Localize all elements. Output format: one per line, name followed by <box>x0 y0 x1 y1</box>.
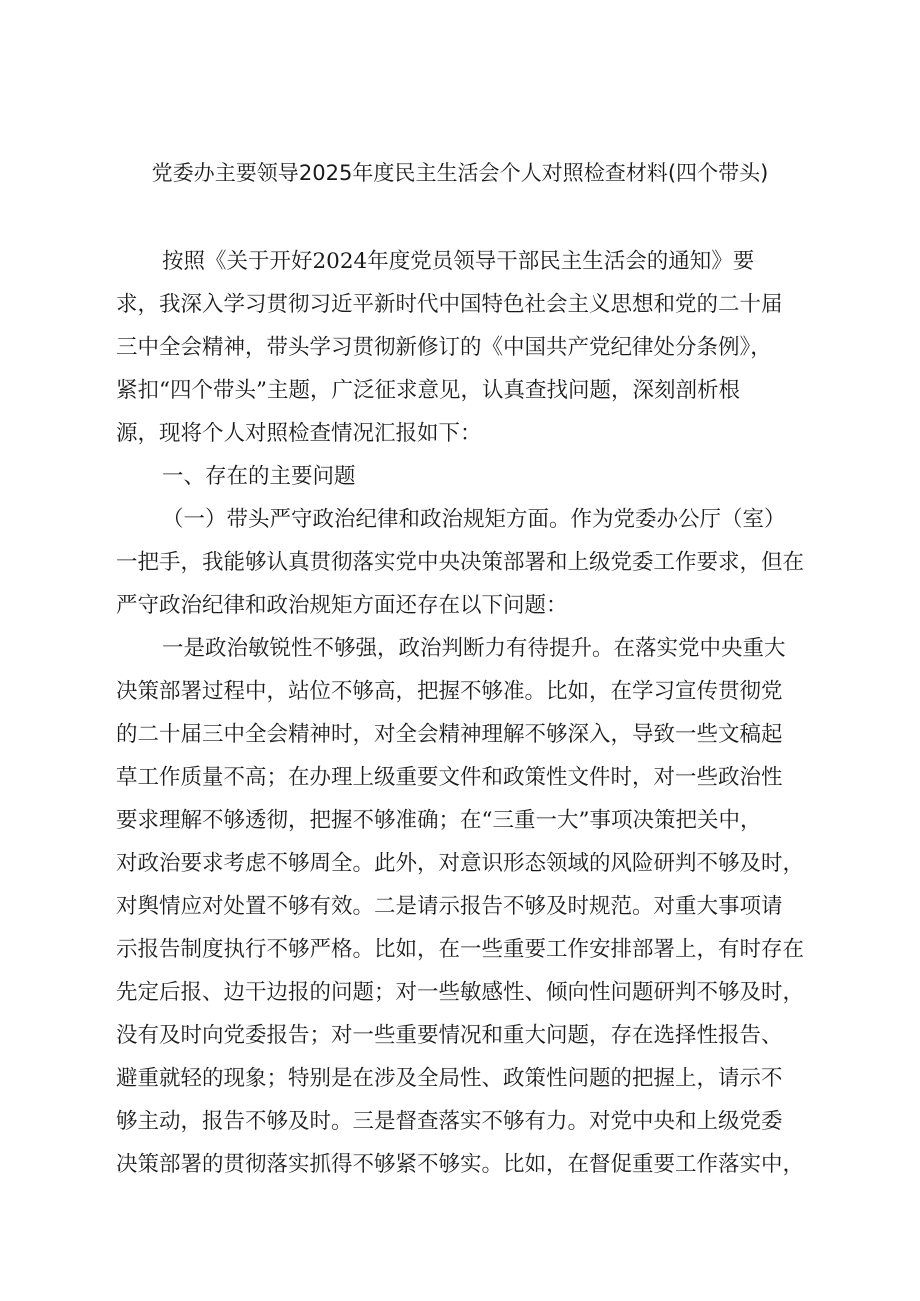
subsection-heading-line: （一）带头严守政治纪律和政治规矩方面。作为党委办公厅（室） <box>162 507 786 532</box>
paragraph-line: 求，我深入学习贯彻习近平新时代中国特色社会主义思想和党的二十届 <box>116 292 783 317</box>
paragraph-line: 示报告制度执行不够严格。比如，在一些重要工作安排部署上，有时存在 <box>116 937 805 962</box>
paragraph-line: 一是政治敏锐性不够强，政治判断力有待提升。在落实党中央重大 <box>162 636 786 661</box>
document-body <box>116 240 816 1186</box>
paragraph-line: 草工作质量不高；在办理上级重要文件和政策性文件时，对一些政治性 <box>116 765 783 790</box>
paragraph-line: 没有及时向党委报告；对一些重要情况和重大问题，存在选择性报告、 <box>116 1023 783 1048</box>
paragraph-line: 对政治要求考虑不够周全。此外，对意识形态领域的风险研判不够及时， <box>116 851 805 876</box>
section-heading: 一、存在的主要问题 <box>162 464 356 489</box>
paragraph-line: 决策部署的贯彻落实抓得不够紧不够实。比如，在督促重要工作落实中， <box>116 1152 805 1177</box>
paragraph-line: 对舆情应对处置不够有效。二是请示报告不够及时规范。对重大事项请 <box>116 894 783 919</box>
paragraph-line: 避重就轻的现象；特别是在涉及全局性、政策性问题的把握上，请示不 <box>116 1066 783 1091</box>
paragraph-line: 决策部署过程中，站位不够高，把握不够准。比如，在学习宣传贯彻党 <box>116 679 783 704</box>
paragraph-line: 先定后报、边干边报的问题；对一些敏感性、倾向性问题研判不够及时， <box>116 980 805 1005</box>
paragraph-line: 源，现将个人对照检查情况汇报如下： <box>116 421 482 446</box>
paragraph-line: 按照《关于开好2024年度党员领导干部民主生活会的通知》要 <box>162 249 755 274</box>
paragraph-line: 严守政治纪律和政治规矩方面还存在以下问题： <box>116 593 568 618</box>
paragraph-line: 的二十届三中全会精神时，对全会精神理解不够深入，导致一些文稿起 <box>116 722 783 747</box>
paragraph-line: 一把手，我能够认真贯彻落实党中央决策部署和上级党委工作要求，但在 <box>116 550 805 575</box>
paragraph-line: 要求理解不够透彻，把握不够准确；在“三重一大”事项决策把关中， <box>116 808 762 833</box>
paragraph-line: 紧扣“四个带头”主题，广泛征求意见，认真查找问题，深刻剖析根 <box>116 378 740 403</box>
paragraph-line: 够主动，报告不够及时。三是督查落实不够有力。对党中央和上级党委 <box>116 1109 783 1134</box>
paragraph-line: 三中全会精神，带头学习贯彻新修订的《中国共产党纪律处分条例》， <box>116 335 772 360</box>
document-title: 党委办主要领导2025年度民主生活会个人对照检查材料(四个带头) <box>151 160 769 185</box>
